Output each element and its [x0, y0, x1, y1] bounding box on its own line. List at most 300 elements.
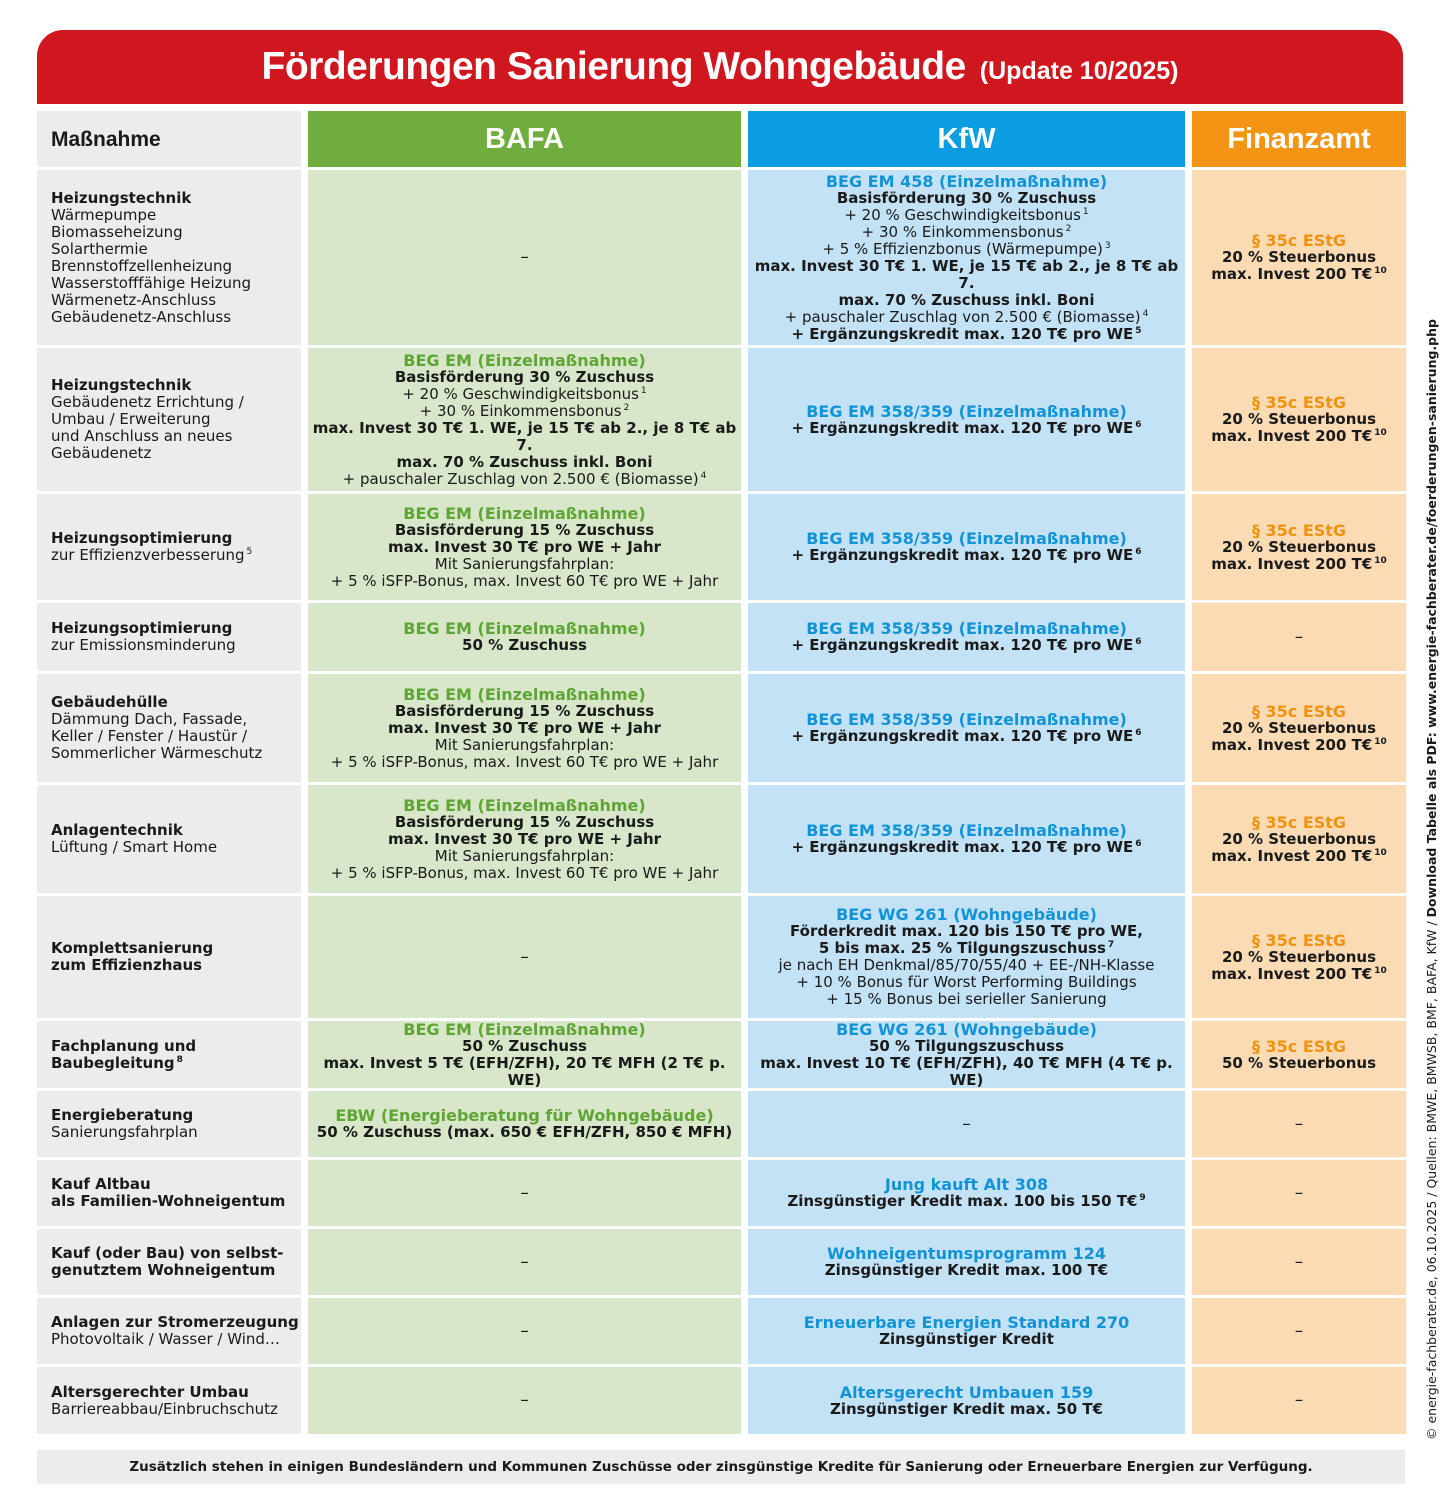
program-title-text: Altersgerecht Umbauen 159 — [839, 1382, 1094, 1402]
footnote-ref: 10 — [1374, 736, 1387, 747]
program-detail-text: Förderkredit max. 120 bis 150 T€ pro WE, — [790, 922, 1143, 940]
program-title-text: § 35c EStG — [1251, 393, 1347, 412]
program-note — [343, 471, 707, 488]
program-title-text: Jung kauft Alt 308 — [884, 1175, 1049, 1194]
program-detail-text: Zinsgünstiger Kredit max. 100 T€ — [824, 1261, 1109, 1279]
massnahme-title-text: zum Effizienzhaus — [51, 956, 203, 974]
program-title — [1252, 394, 1346, 411]
program-note — [826, 991, 1106, 1008]
program-note-text: Mit Sanierungsfahrplan: — [434, 846, 615, 865]
program-title — [403, 797, 645, 814]
not-available-dash-text: – — [520, 946, 529, 967]
program-detail-text: + Ergänzungskredit max. 120 T€ pro WE — [791, 727, 1134, 745]
massnahme-subtitle-text: Wärmepumpe — [51, 205, 157, 224]
not-available-dash — [1294, 626, 1304, 647]
footer-note: Zusätzlich stehen in einigen Bundesländern und Kommunen Zuschüsse oder zinsgünstige Kredite für Sanierung oder Erneuerbare Energien zur Verfügung. — [37, 1450, 1405, 1484]
program-detail-text: max. 70 % Zuschuss inkl. Boni — [396, 452, 653, 471]
program-detail-text: max. Invest 30 T€ 1. WE, je 15 T€ ab 2., je 8 T€ ab 7. — [312, 418, 737, 454]
program-note-text: + 20 % Geschwindigkeitsbonus — [844, 205, 1081, 224]
massnahme-title-text: Altersgerechter Umbau — [51, 1382, 249, 1401]
program-detail-text: max. Invest 30 T€ pro WE + Jahr — [387, 829, 662, 848]
footnote-ref: 2 — [1065, 223, 1072, 234]
program-detail — [1222, 831, 1376, 848]
program-detail-text: Basisförderung 15 % Zuschuss — [394, 701, 655, 720]
program-detail-text: max. Invest 200 T€ — [1211, 846, 1373, 865]
program-detail — [879, 1331, 1054, 1348]
fa-cell — [1192, 674, 1406, 782]
not-available-dash — [520, 946, 529, 967]
kfw-cell — [748, 603, 1185, 671]
download-link[interactable]: Download Tabelle als PDF: www.energie-fachberater.de/foerderungen-sanierung.php — [1424, 319, 1439, 918]
program-note-text: + pauschaler Zuschlag von 2.500 € (Biomasse) — [784, 307, 1141, 326]
bafa-cell — [308, 896, 741, 1018]
kfw-cell — [748, 896, 1185, 1018]
massnahme-cell — [37, 348, 301, 491]
program-note — [785, 309, 1149, 326]
massnahme-title — [51, 190, 191, 207]
footnote-ref: 6 — [1135, 419, 1142, 430]
massnahme-cell — [37, 896, 301, 1018]
program-detail-text: Zinsgünstiger Kredit max. 100 bis 150 T€ — [787, 1192, 1138, 1210]
not-available-dash-text: – — [520, 1320, 529, 1341]
not-available-dash — [520, 1251, 529, 1272]
fa-cell — [1192, 170, 1406, 345]
massnahme-subtitle — [51, 241, 148, 258]
kfw-cell — [748, 1091, 1185, 1157]
massnahme-title — [51, 1245, 283, 1262]
not-available-dash-text: – — [1294, 1251, 1304, 1272]
massnahme-cell — [37, 674, 301, 782]
bafa-cell — [308, 785, 741, 893]
massnahme-subtitle — [51, 292, 216, 309]
massnahme-title — [51, 1314, 299, 1331]
massnahme-title — [51, 1055, 183, 1072]
massnahme-subtitle-text: Umbau / Erweiterung — [51, 410, 211, 428]
fa-cell — [1192, 896, 1406, 1018]
program-title — [806, 530, 1127, 547]
massnahme-subtitle — [51, 1124, 198, 1141]
program-title — [403, 505, 645, 522]
footnote-ref: 6 — [1135, 547, 1142, 557]
footnote-ref: 1 — [1082, 206, 1089, 217]
massnahme-title-text: Fachplanung und — [51, 1036, 197, 1055]
program-detail — [791, 326, 1141, 343]
program-note — [435, 848, 614, 865]
massnahme-title — [51, 1176, 151, 1193]
header-finanzamt: Finanzamt — [1192, 111, 1406, 167]
massnahme-subtitle — [51, 547, 252, 564]
program-note-text: + 5 % Effizienzbonus (Wärmepumpe) — [822, 239, 1103, 258]
massnahme-title-text: Heizungsoptimierung — [51, 529, 233, 547]
program-detail-text: max. Invest 200 T€ — [1211, 735, 1373, 754]
bafa-cell — [308, 1091, 741, 1157]
program-detail-text: + Ergänzungskredit max. 120 T€ pro WE — [791, 838, 1134, 856]
program-title-text: BEG EM (Einzelmaßnahme) — [403, 503, 646, 523]
program-note-text: je nach EH Denkmal/85/70/55/40 + EE-/NH-Klasse — [778, 956, 1155, 974]
program-note-text: + pauschaler Zuschlag von 2.500 € (Biomasse) — [342, 469, 699, 488]
program-detail — [1211, 428, 1387, 445]
program-title-text: § 35c EStG — [1251, 701, 1347, 721]
massnahme-title — [51, 822, 183, 839]
program-title — [827, 1245, 1106, 1262]
program-detail-text: Basisförderung 30 % Zuschuss — [394, 367, 655, 386]
footnote-ref: 10 — [1374, 428, 1387, 438]
fa-cell — [1192, 785, 1406, 893]
program-detail-text: max. Invest 30 T€ pro WE + Jahr — [387, 537, 662, 556]
massnahme-title — [51, 1193, 285, 1210]
program-detail — [462, 637, 587, 654]
program-detail — [869, 1038, 1064, 1055]
program-detail — [395, 522, 654, 539]
not-available-dash-text: – — [1294, 626, 1304, 647]
program-title — [806, 403, 1127, 420]
program-detail — [1222, 539, 1376, 556]
program-detail-text: + Ergänzungskredit max. 120 T€ pro WE — [791, 546, 1134, 564]
fa-cell — [1192, 494, 1406, 600]
massnahme-title — [51, 1038, 196, 1055]
massnahme-title-text: Kauf Altbau — [51, 1175, 151, 1193]
massnahme-subtitle-text: Gebäudenetz Errichtung / — [51, 393, 244, 411]
massnahme-title-text: Baubegleitung — [51, 1053, 175, 1072]
program-note — [420, 403, 630, 420]
not-available-dash-text: – — [520, 1182, 529, 1203]
program-title — [403, 686, 645, 703]
footnote-ref: 2 — [623, 402, 630, 413]
not-available-dash — [520, 1392, 529, 1409]
program-detail — [1211, 737, 1387, 754]
program-title — [840, 1384, 1093, 1401]
program-title-text: BEG EM 358/359 (Einzelmaßnahme) — [806, 821, 1127, 840]
program-note — [862, 224, 1072, 241]
massnahme-cell — [37, 1367, 301, 1434]
program-detail-text: max. 70 % Zuschuss inkl. Boni — [838, 290, 1095, 309]
program-note — [779, 957, 1155, 974]
program-note-text: + 30 % Einkommensbonus — [861, 222, 1064, 241]
program-title — [1252, 522, 1346, 539]
program-detail — [395, 814, 654, 831]
program-note-text: + 15 % Bonus bei serieller Sanierung — [826, 990, 1107, 1008]
massnahme-subtitle-text: Brennstoffzellenheizung — [51, 256, 233, 275]
program-detail-text: + Ergänzungskredit max. 120 T€ pro WE — [791, 324, 1134, 343]
program-detail-text: 50 % Zuschuss — [462, 1036, 587, 1055]
footnote-ref: 5 — [246, 547, 253, 557]
program-detail-text: max. Invest 200 T€ — [1211, 427, 1373, 445]
kfw-cell — [748, 348, 1185, 491]
massnahme-subtitle — [51, 258, 232, 275]
program-detail — [1222, 249, 1376, 266]
footnote-ref: 6 — [1135, 637, 1142, 647]
massnahme-title — [51, 530, 232, 547]
not-available-dash-text: – — [520, 1251, 529, 1272]
program-title-text: BEG EM (Einzelmaßnahme) — [403, 350, 646, 370]
program-title-text: Wohneigentumsprogramm 124 — [827, 1244, 1106, 1263]
massnahme-subtitle-text: Sanierungsfahrplan — [51, 1123, 198, 1141]
program-detail — [825, 1262, 1109, 1279]
massnahme-cell — [37, 170, 301, 345]
program-title — [1252, 932, 1346, 949]
program-title — [403, 620, 645, 637]
program-title-text: BEG EM 458 (Einzelmaßnahme) — [825, 171, 1108, 191]
not-available-dash-text: – — [520, 1390, 529, 1410]
massnahme-title-text: Anlagen zur Stromerzeugung — [51, 1313, 299, 1331]
program-title — [836, 1021, 1097, 1038]
massnahme-title — [51, 377, 191, 394]
program-detail — [395, 369, 654, 386]
massnahme-subtitle — [51, 394, 244, 411]
program-detail-text: max. Invest 5 T€ (EFH/ZFH), 20 T€ MFH (2 T€ p. WE) — [323, 1053, 726, 1088]
program-title-text: EBW (Energieberatung für Wohngebäude) — [335, 1106, 714, 1125]
sources-text: © energie-fachberater.de, 06.10.2025 / Quellen: BMWE, BMWSB, BMF, BAFA, KfW / — [1424, 921, 1439, 1440]
program-detail — [830, 1401, 1103, 1418]
update-label: (Update 10/2025) — [979, 56, 1179, 85]
program-detail-text: 50 % Zuschuss (max. 650 € EFH/ZFH, 850 € MFH) — [316, 1123, 733, 1141]
program-title-text: § 35c EStG — [1251, 1036, 1347, 1056]
not-available-dash — [520, 1182, 529, 1203]
program-detail — [388, 720, 661, 737]
program-title — [1252, 814, 1346, 831]
kfw-cell — [748, 494, 1185, 600]
program-title — [806, 620, 1127, 637]
funding-table — [37, 111, 1405, 1434]
massnahme-title — [51, 1262, 275, 1279]
massnahme-subtitle-text: Barriereabbau/Einbruchschutz — [51, 1399, 278, 1418]
program-detail — [819, 940, 1114, 957]
massnahme-title-text: Heizungstechnik — [51, 376, 192, 394]
program-title — [1252, 232, 1346, 249]
not-available-dash — [520, 1320, 529, 1341]
massnahme-subtitle — [51, 411, 211, 428]
program-detail-text: 5 bis max. 25 % Tilgungszuschuss — [818, 939, 1106, 957]
massnahme-subtitle — [51, 637, 236, 654]
massnahme-subtitle-text: Gebäudenetz — [51, 444, 152, 462]
program-detail-text: max. Invest 200 T€ — [1211, 265, 1373, 283]
fa-cell — [1192, 1091, 1406, 1157]
program-title-text: § 35c EStG — [1251, 812, 1347, 832]
program-detail — [1222, 411, 1376, 428]
program-detail — [791, 420, 1141, 437]
kfw-cell — [748, 1229, 1185, 1295]
kfw-cell — [748, 1021, 1185, 1088]
program-detail-text: max. Invest 200 T€ — [1211, 554, 1373, 573]
massnahme-cell — [37, 1160, 301, 1226]
program-detail — [1211, 266, 1387, 283]
footnote-ref: 4 — [1142, 308, 1149, 319]
program-detail — [790, 923, 1143, 940]
program-detail-text: Basisförderung 30 % Zuschuss — [836, 188, 1097, 207]
program-detail — [395, 703, 654, 720]
program-detail — [1211, 848, 1387, 865]
program-detail — [317, 1124, 732, 1141]
massnahme-subtitle — [51, 275, 251, 292]
massnahme-title — [51, 957, 202, 974]
massnahme-subtitle-text: Photovoltaik / Wasser / Wind… — [51, 1330, 280, 1348]
program-detail-text: max. Invest 30 T€ 1. WE, je 15 T€ ab 2., je 8 T€ ab 7. — [754, 256, 1179, 292]
massnahme-title — [51, 1384, 249, 1401]
program-title — [335, 1107, 713, 1124]
program-note-text: Mit Sanierungsfahrplan: — [434, 735, 615, 754]
program-title — [1252, 1038, 1346, 1055]
fa-cell — [1192, 1367, 1406, 1434]
program-detail-text: max. Invest 10 T€ (EFH/ZFH), 40 T€ MFH (4 T€ p. WE) — [760, 1053, 1173, 1088]
kfw-cell — [748, 1298, 1185, 1364]
program-title-text: BEG EM (Einzelmaßnahme) — [403, 795, 646, 815]
footnote-ref: 6 — [1135, 728, 1142, 738]
program-note — [402, 386, 646, 403]
bafa-cell — [308, 1298, 741, 1364]
program-title-text: § 35c EStG — [1251, 930, 1347, 950]
bafa-cell — [308, 1160, 741, 1226]
program-detail-text: 50 % Tilgungszuschuss — [868, 1036, 1065, 1055]
massnahme-title-text: Anlagentechnik — [51, 821, 183, 839]
massnahme-title-text: Kauf (oder Bau) von selbst- — [51, 1244, 284, 1262]
program-note-text: + 20 % Geschwindigkeitsbonus — [402, 384, 639, 403]
massnahme-cell — [37, 785, 301, 893]
program-title-text: § 35c EStG — [1251, 231, 1347, 250]
fa-cell — [1192, 1229, 1406, 1295]
program-detail-text: 20 % Steuerbonus — [1221, 947, 1377, 966]
program-note — [331, 573, 718, 590]
massnahme-subtitle — [51, 745, 262, 762]
program-title — [826, 173, 1107, 190]
program-title — [806, 822, 1127, 839]
source-note — [1424, 170, 1440, 1440]
fa-cell — [1192, 1021, 1406, 1088]
not-available-dash-text: – — [1294, 1320, 1304, 1341]
header-kfw: KfW — [748, 111, 1185, 167]
program-detail — [388, 831, 661, 848]
program-detail-text: + Ergänzungskredit max. 120 T€ pro WE — [791, 636, 1134, 654]
footnote-ref: 9 — [1139, 1193, 1146, 1203]
program-title — [885, 1176, 1048, 1193]
massnahme-title-text: Gebäudehülle — [51, 693, 168, 711]
footnote-ref: 6 — [1135, 839, 1142, 849]
massnahme-subtitle — [51, 1401, 278, 1418]
program-note — [796, 974, 1136, 991]
not-available-dash — [520, 249, 529, 266]
program-detail-text: 20 % Steuerbonus — [1221, 537, 1377, 556]
header-massnahme: Maßnahme — [37, 111, 301, 167]
bafa-cell — [308, 674, 741, 782]
program-detail-text: 50 % Steuerbonus — [1221, 1053, 1377, 1072]
program-detail — [791, 728, 1141, 745]
massnahme-subtitle — [51, 711, 247, 728]
program-note-text: + 30 % Einkommensbonus — [419, 401, 622, 420]
program-note-text: + 5 % iSFP-Bonus, max. Invest 60 T€ pro WE + Jahr — [330, 752, 719, 771]
massnahme-subtitle-text: Solarthermie — [51, 239, 148, 258]
program-title-text: BEG EM (Einzelmaßnahme) — [403, 684, 646, 704]
not-available-dash-text: – — [1294, 1182, 1304, 1203]
not-available-dash-text: – — [520, 247, 529, 267]
massnahme-subtitle — [51, 839, 217, 856]
program-note — [435, 737, 614, 754]
massnahme-subtitle-text: Biomasseheizung — [51, 222, 183, 241]
program-detail-text: Basisförderung 15 % Zuschuss — [394, 520, 655, 539]
footnote-ref: 7 — [1107, 940, 1115, 950]
bafa-cell — [308, 348, 741, 491]
massnahme-subtitle — [51, 224, 183, 241]
bafa-cell — [308, 494, 741, 600]
program-note — [331, 754, 718, 771]
massnahme-subtitle-text: zur Emissionsminderung — [51, 636, 236, 654]
title-banner — [37, 30, 1403, 104]
not-available-dash — [1295, 1392, 1304, 1409]
massnahme-subtitle-text: Wärmenetz-Anschluss — [51, 290, 217, 309]
massnahme-title — [51, 940, 213, 957]
massnahme-cell — [37, 603, 301, 671]
massnahme-subtitle — [51, 1331, 280, 1348]
fa-cell — [1192, 1298, 1406, 1364]
fa-cell — [1192, 348, 1406, 491]
program-detail — [837, 190, 1096, 207]
fa-cell — [1192, 603, 1406, 671]
footnote-ref: 8 — [176, 1054, 183, 1065]
massnahme-title — [51, 1107, 193, 1124]
program-detail — [388, 539, 661, 556]
program-detail-text: 20 % Steuerbonus — [1221, 829, 1377, 848]
fa-cell — [1192, 1160, 1406, 1226]
program-title-text: BEG EM (Einzelmaßnahme) — [403, 619, 646, 638]
program-detail — [1222, 720, 1376, 737]
massnahme-subtitle — [51, 309, 231, 326]
program-title-text: Erneuerbare Energien Standard 270 — [803, 1313, 1130, 1332]
not-available-dash — [1294, 1320, 1304, 1341]
massnahme-title-text: Energieberatung — [51, 1106, 194, 1124]
kfw-cell — [748, 170, 1185, 345]
program-note — [844, 207, 1088, 224]
program-detail-text: 20 % Steuerbonus — [1221, 248, 1377, 266]
header-bafa: BAFA — [308, 111, 741, 167]
massnahme-title-text: Komplettsanierung — [51, 939, 214, 957]
not-available-dash — [962, 1113, 971, 1134]
program-title-text: BEG EM (Einzelmaßnahme) — [403, 1021, 646, 1039]
massnahme-subtitle-text: Sommerlicher Wärmeschutz — [51, 744, 263, 762]
massnahme-title-text: genutztem Wohneigentum — [51, 1261, 276, 1279]
massnahme-subtitle-text: Gebäudenetz-Anschluss — [51, 307, 232, 326]
bafa-cell — [308, 603, 741, 671]
program-detail — [308, 1055, 741, 1089]
massnahme-title-text: Heizungsoptimierung — [51, 619, 233, 637]
bafa-cell — [308, 1229, 741, 1295]
program-note-text: Mit Sanierungsfahrplan: — [434, 554, 615, 573]
massnahme-subtitle-text: und Anschluss an neues — [51, 427, 233, 445]
program-note — [331, 865, 718, 882]
program-title — [403, 1021, 645, 1038]
footnote-ref: 3 — [1104, 240, 1111, 251]
bafa-cell — [308, 170, 741, 345]
massnahme-subtitle-text: Lüftung / Smart Home — [51, 838, 218, 856]
program-detail-text: + Ergänzungskredit max. 120 T€ pro WE — [791, 418, 1134, 437]
program-detail-text: max. Invest 200 T€ — [1211, 964, 1373, 983]
massnahme-cell — [37, 1091, 301, 1157]
program-detail — [791, 547, 1141, 564]
bafa-cell — [308, 1021, 741, 1088]
bafa-cell — [308, 1367, 741, 1434]
program-title-text: § 35c EStG — [1251, 520, 1347, 540]
program-detail-text: Basisförderung 15 % Zuschuss — [394, 812, 655, 831]
massnahme-title-text: als Familien-Wohneigentum — [51, 1192, 286, 1210]
program-note-text: + 5 % iSFP-Bonus, max. Invest 60 T€ pro WE + Jahr — [330, 571, 719, 590]
program-title-text: BEG WG 261 (Wohngebäude) — [836, 1021, 1097, 1039]
massnahme-cell — [37, 1229, 301, 1295]
not-available-dash — [1294, 1251, 1304, 1272]
program-detail-text: 50 % Zuschuss — [462, 636, 587, 654]
footnote-ref: 10 — [1374, 555, 1387, 566]
massnahme-subtitle — [51, 728, 247, 745]
massnahme-subtitle — [51, 207, 156, 224]
program-detail — [839, 292, 1095, 309]
kfw-cell — [748, 1160, 1185, 1226]
program-detail — [748, 258, 1185, 292]
